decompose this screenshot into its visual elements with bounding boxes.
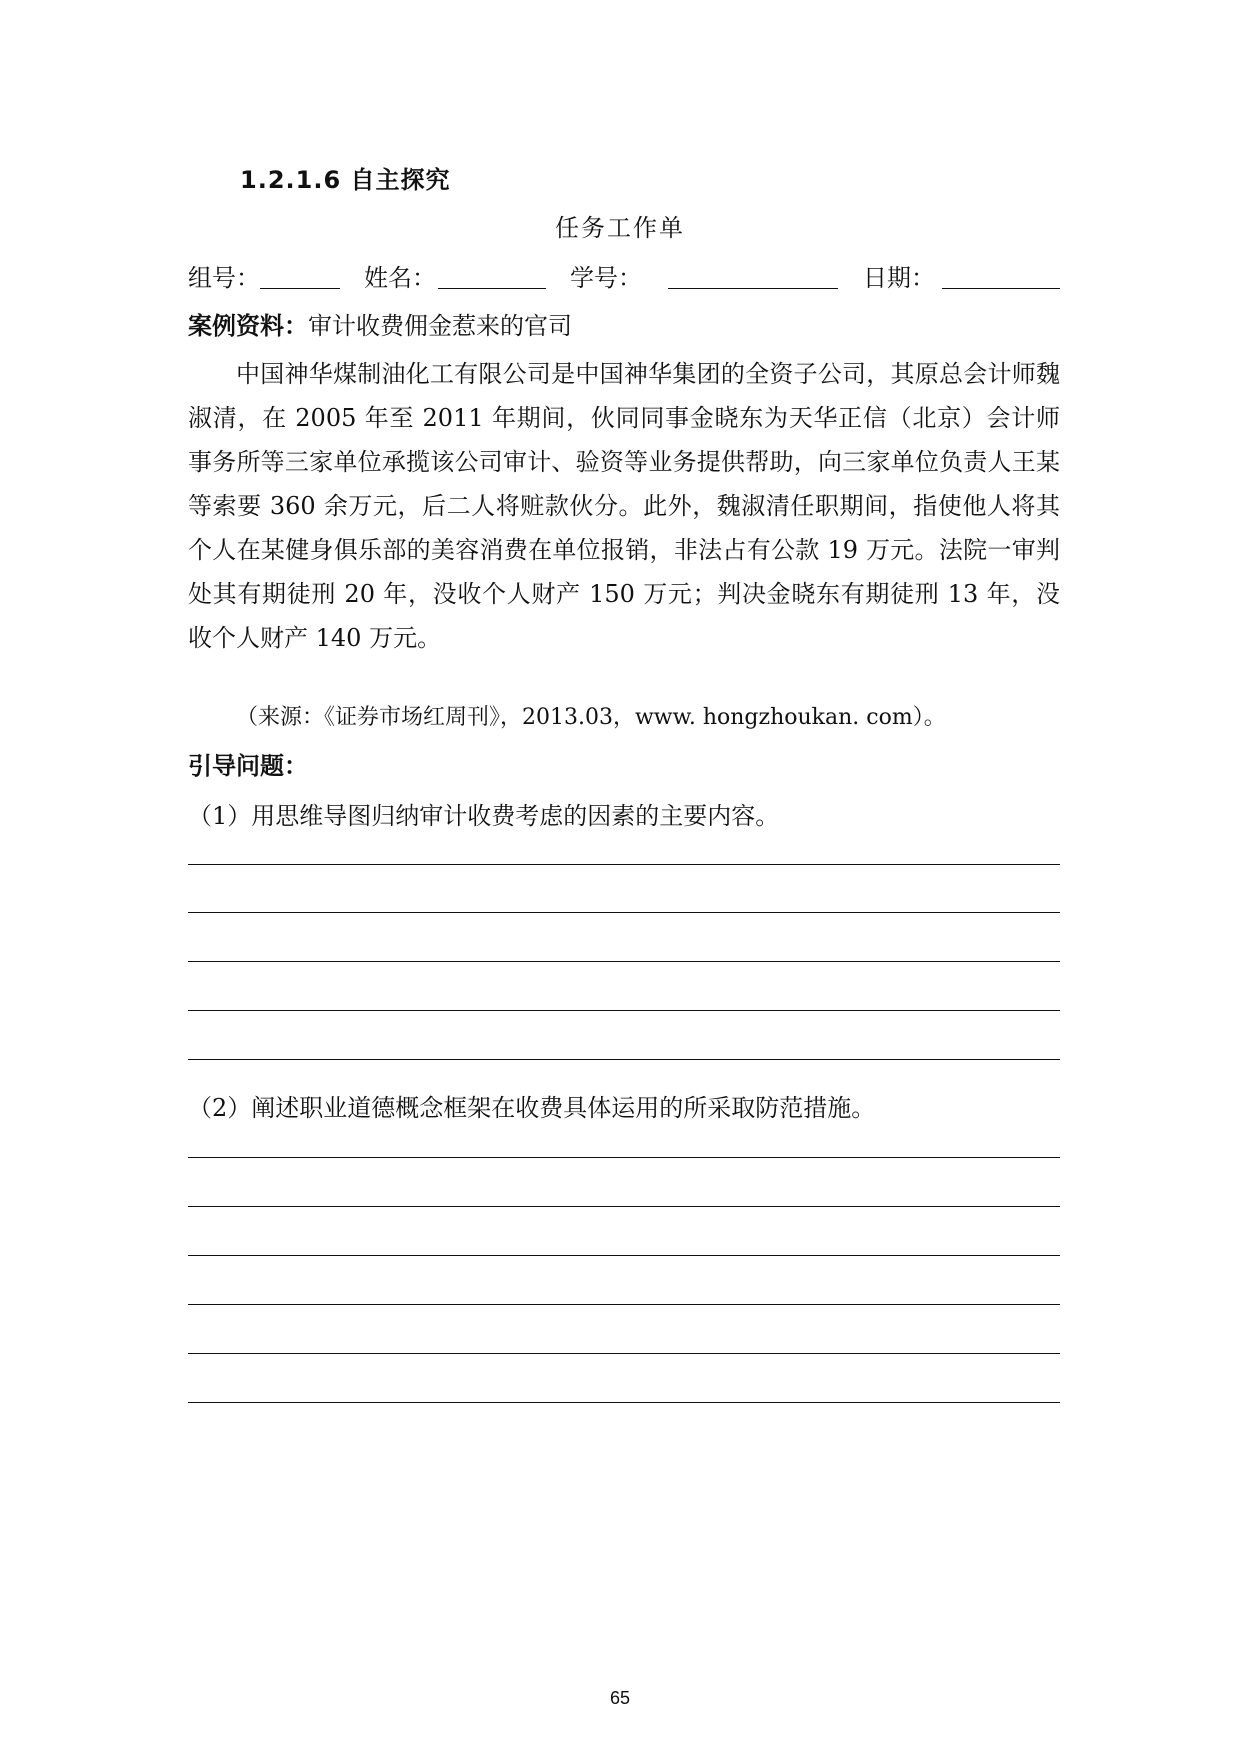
date-field[interactable] bbox=[942, 288, 1060, 289]
case-heading bbox=[188, 306, 572, 341]
answer-line[interactable] bbox=[188, 864, 1060, 865]
answer-line[interactable] bbox=[188, 1059, 1060, 1060]
guide-label: 引导问题： bbox=[188, 752, 308, 780]
case-source: （来源：《证券市场红周刊》，2013.03，www. hongzhoukan. com）。 bbox=[236, 705, 946, 730]
answer-line[interactable] bbox=[188, 1206, 1060, 1207]
answer-line[interactable] bbox=[188, 1304, 1060, 1305]
answer-line[interactable] bbox=[188, 1402, 1060, 1403]
page-number: 65 bbox=[609, 1688, 631, 1708]
worksheet-title: 任务工作单 bbox=[555, 214, 685, 242]
student-id-field[interactable] bbox=[668, 288, 838, 289]
answer-line[interactable] bbox=[188, 1255, 1060, 1256]
date-label: 日期： bbox=[863, 264, 935, 292]
answer-line[interactable] bbox=[188, 1157, 1060, 1158]
group-label: 组号： bbox=[188, 264, 260, 292]
question-1: （1）用思维导图归纳审计收费考虑的因素的主要内容。 bbox=[188, 802, 780, 830]
question-2: （2）阐述职业道德概念框架在收费具体运用的所采取防范措施。 bbox=[188, 1094, 876, 1122]
name-field[interactable] bbox=[438, 288, 546, 289]
name-label: 姓名： bbox=[364, 264, 436, 292]
answer-line[interactable] bbox=[188, 912, 1060, 913]
student-id-label: 学号： bbox=[570, 264, 642, 292]
case-title: 审计收费佣金惹来的官司 bbox=[308, 312, 572, 340]
case-body: 中国神华煤制油化工有限公司是中国神华集团的全资子公司，其原总会计师魏淑清，在 2005 年至 2011 年期间，伙同同事金晓东为天华正信（北京）会计师事务所等三家单位承揽该公司审计、验资等业务提供帮助，向三家单位负责人王某等索要 360 余万元，后二人将赃款伙分。此外，魏淑清任职期间，指使他人将其个人在某健身俱乐部的美容消费在单位报销，非法占有公款 19 万元。法院一审判处其有期徒刑 20 年，没收个人财产 150 万元；判决金晓东有期徒刑 13 年，没收个人财产 140 万元。 bbox=[188, 360, 1060, 652]
group-field[interactable] bbox=[260, 288, 340, 289]
answer-line[interactable] bbox=[188, 961, 1060, 962]
section-heading: 1.2.1.6 自主探究 bbox=[240, 166, 451, 194]
answer-line[interactable] bbox=[188, 1353, 1060, 1354]
case-label: 案例资料： bbox=[188, 312, 308, 340]
info-row bbox=[188, 258, 1060, 298]
answer-line[interactable] bbox=[188, 1010, 1060, 1011]
